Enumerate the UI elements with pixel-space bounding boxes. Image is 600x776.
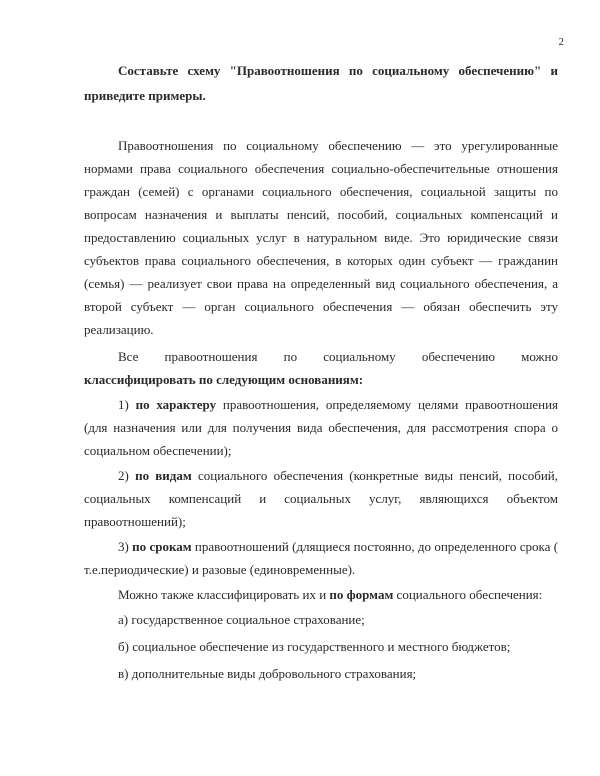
document-body xyxy=(84,58,558,689)
classification-intro xyxy=(84,345,558,391)
form-item-b: б) социальное обеспечение из государственного и местного бюджетов; xyxy=(118,639,511,654)
item-1-number: 1) xyxy=(118,397,129,412)
classification-item-2 xyxy=(84,464,558,533)
item-1-text: правоотношения, определяемому целями правоотношения (для назначения или для получения вида обеспечения, для рассмотрения спора о социальном обеспечении); xyxy=(84,397,559,458)
task-heading: Составьте схему "Правоотношения по социальному обеспечению" и приведите примеры. xyxy=(84,63,558,103)
classification-item-3 xyxy=(84,535,558,581)
item-2-bold: по видам xyxy=(135,468,192,483)
item-1-bold: по характеру xyxy=(135,397,217,412)
forms-intro-bold: по формам xyxy=(329,587,394,602)
item-3-number: 3) xyxy=(118,539,129,554)
form-item-a: а) государственное социальное страхование; xyxy=(118,612,365,627)
item-2-number: 2) xyxy=(118,468,129,483)
definition-paragraph: Правоотношения по социальному обеспечению — это урегулированные нормами права социального обеспечения социально-обеспечительные отношения граждан (семей) с органами социального обеспечения, социальной защиты по вопросам назначения и выплаты пенсий, пособий, социальных компенсаций и предоставлению социальных услуг в натуральном виде. Это юридические связи субъектов права социального обеспечения, в которых один субъект — гражданин (семья) — реализует свои права на определенный вид социального обеспечения, а второй субъект — орган социального обеспечения — обязан обеспечить эту реализацию. xyxy=(84,138,558,337)
classification-intro-bold: классифицировать по следующим основаниям: xyxy=(84,372,364,387)
classification-intro-text: Все правоотношения по социальному обеспечению можно xyxy=(118,349,558,364)
forms-intro xyxy=(84,583,558,606)
classification-item-1 xyxy=(84,393,558,462)
item-2-text: социального обеспечения (конкретные виды пенсий, пособий, социальных компенсаций и социальных услуг, являющихся объектом правоотношений); xyxy=(84,468,559,529)
item-3-bold: по срокам xyxy=(132,539,192,554)
item-3-text: правоотношений (длящиеся постоянно, до определенного срока ( т.е.периодические) и разовые (единовременные). xyxy=(84,539,559,577)
page-number: 2 xyxy=(558,36,564,48)
forms-intro-text: Можно также классифицировать их и xyxy=(118,587,327,602)
form-item-c: в) дополнительные виды добровольного страхования; xyxy=(118,666,417,681)
forms-intro-rest: социального обеспечения: xyxy=(396,587,543,602)
